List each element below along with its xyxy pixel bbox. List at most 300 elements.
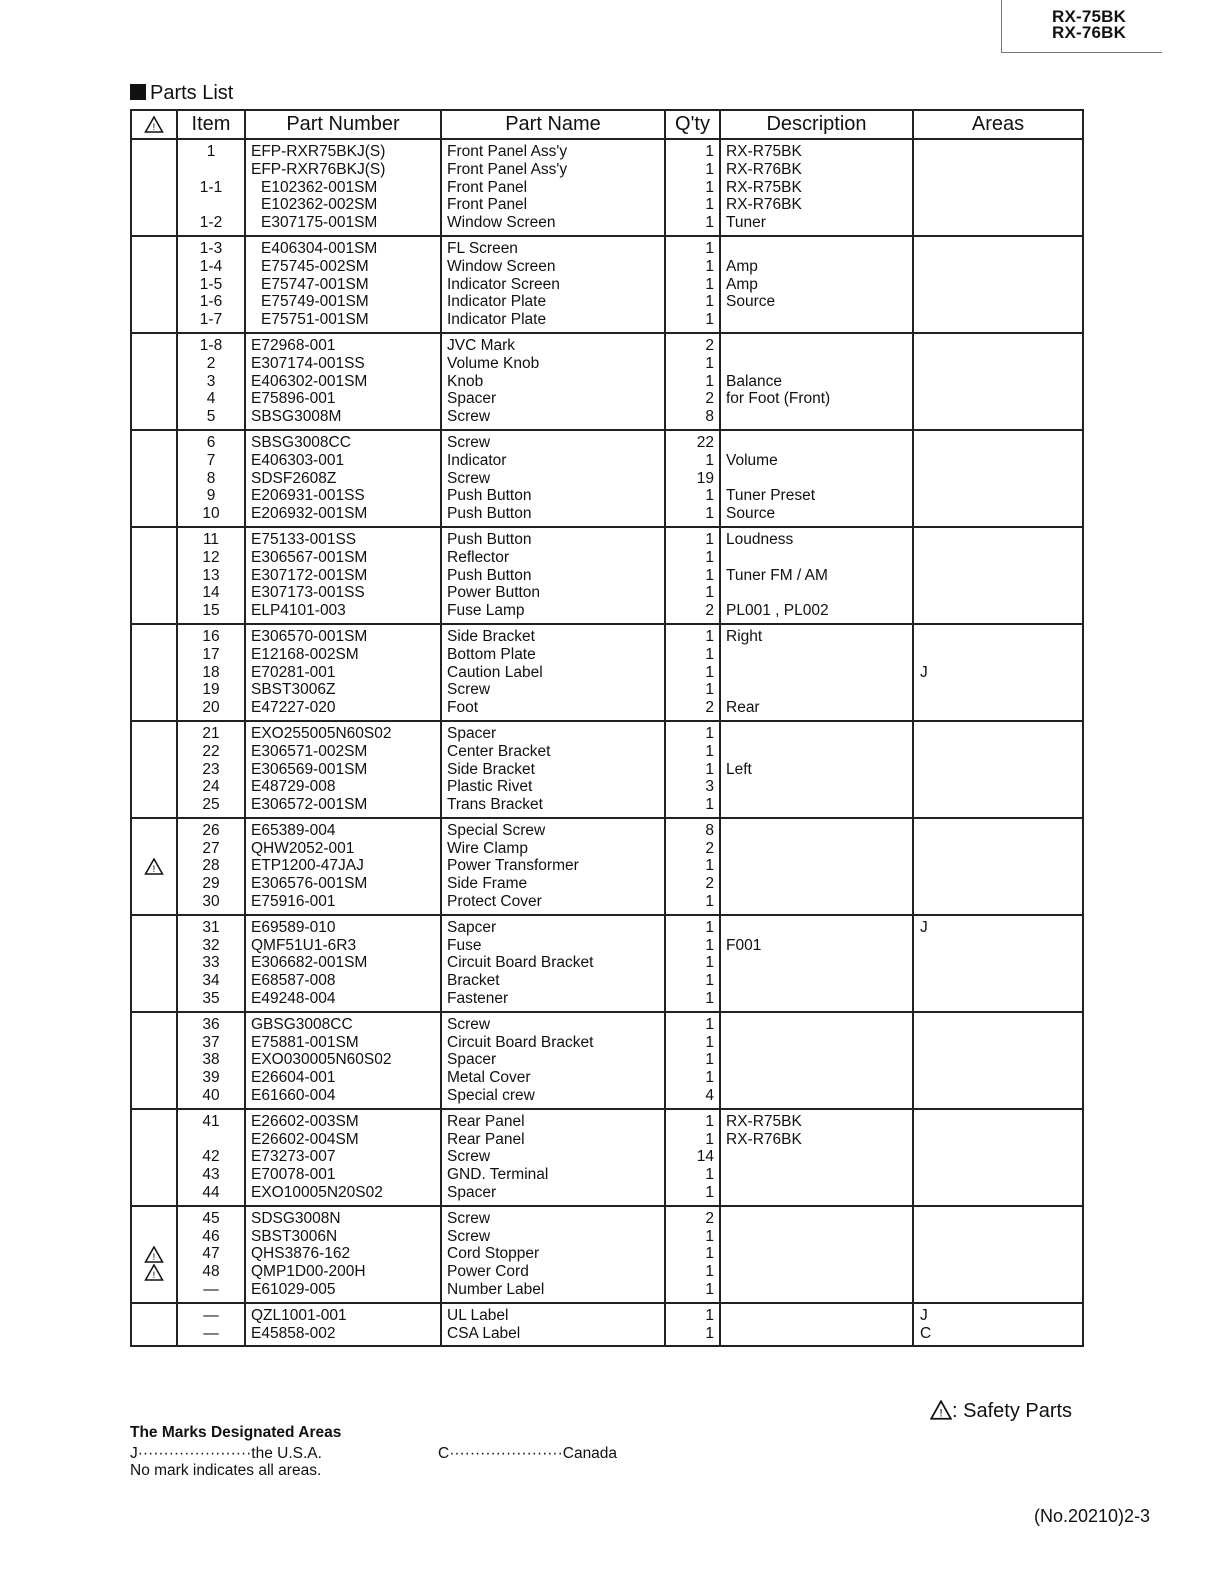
description-text <box>721 584 912 602</box>
description-text <box>721 822 912 840</box>
description-text: Amp <box>726 275 758 293</box>
safety-mark-cell <box>131 721 177 818</box>
part-name-cell <box>441 1109 665 1206</box>
areas-text <box>914 646 1082 664</box>
header-description: Description <box>720 110 913 139</box>
qty-text: 1 <box>705 1051 714 1069</box>
table-row <box>131 721 1083 818</box>
item-text: 13 <box>202 566 220 584</box>
safety-mark-empty <box>132 796 176 814</box>
qty-text: 1 <box>705 548 714 566</box>
item-text: 1-8 <box>199 336 223 354</box>
part-number-text: EFP-RXR75BKJ(S) <box>251 143 386 160</box>
part-name-text: Metal Cover <box>447 1069 531 1087</box>
description-cell <box>720 236 913 333</box>
part-name-text: Spacer <box>447 1184 497 1202</box>
item-text: 17 <box>202 645 220 663</box>
safety-mark-empty <box>132 646 176 664</box>
part-number-text: E306682-001SM <box>251 954 368 972</box>
item-text <box>178 1131 244 1149</box>
item-text: 37 <box>202 1033 220 1051</box>
safety-mark-cell <box>131 1109 177 1206</box>
qty-cell <box>665 1012 720 1109</box>
qty-text: 8 <box>705 408 714 426</box>
table-row <box>131 236 1083 333</box>
part-number-text: E306570-001SM <box>251 627 368 645</box>
qty-cell <box>665 721 720 818</box>
safety-mark-empty <box>132 1166 176 1184</box>
qty-text: 4 <box>705 1087 714 1105</box>
part-number-text: E75916-001 <box>251 893 336 911</box>
part-name-text: Wire Clamp <box>447 839 528 857</box>
safety-mark-empty <box>132 1113 176 1131</box>
description-cell <box>720 721 913 818</box>
safety-mark-cell <box>131 333 177 430</box>
description-text <box>721 434 912 452</box>
part-name-text: Circuit Board Bracket <box>447 954 594 972</box>
item-text: 44 <box>202 1184 220 1202</box>
safety-mark-empty <box>132 919 176 937</box>
areas-text <box>914 258 1082 276</box>
description-text: Tuner <box>726 214 766 232</box>
areas-text <box>914 857 1082 875</box>
item-text: 6 <box>206 433 216 451</box>
part-number-cell <box>245 1206 441 1303</box>
part-number-text: E75881-001SM <box>251 1033 359 1051</box>
header-part-number: Part Number <box>245 110 441 139</box>
areas-text: J <box>920 1306 928 1324</box>
part-number-text: E73273-007 <box>251 1148 336 1166</box>
parts-table-body <box>131 139 1083 1346</box>
description-text <box>721 1051 912 1069</box>
safety-mark-empty <box>132 408 176 426</box>
areas-text <box>914 681 1082 699</box>
part-name-text: Side Bracket <box>447 627 535 645</box>
safety-mark <box>132 857 176 875</box>
safety-mark-empty <box>132 954 176 972</box>
part-name-text: Indicator Plate <box>447 311 547 329</box>
safety-mark-empty <box>132 276 176 294</box>
safety-mark-empty <box>132 778 176 796</box>
part-name-text: Front Panel <box>447 196 528 214</box>
item-text: 1-3 <box>199 239 223 257</box>
areas-text <box>914 1263 1082 1281</box>
areas-text <box>914 531 1082 549</box>
description-text: RX-R75BK <box>726 178 802 196</box>
description-text <box>721 646 912 664</box>
areas-text <box>914 778 1082 796</box>
areas-text <box>914 628 1082 646</box>
part-number-text: E406304-001SM <box>261 239 378 257</box>
item-text: 16 <box>202 627 220 645</box>
part-number-text: E70078-001 <box>251 1166 336 1184</box>
part-number-text: SBSG3008M <box>251 408 342 426</box>
header-safety-mark <box>131 110 177 139</box>
safety-mark-empty <box>132 699 176 717</box>
part-number-text: E102362-001SM <box>261 178 378 196</box>
part-number-text: E102362-002SM <box>261 196 378 214</box>
part-name-text: Protect Cover <box>447 893 542 911</box>
safety-mark-empty <box>132 531 176 549</box>
description-cell <box>720 1109 913 1206</box>
safety-mark-empty <box>132 628 176 646</box>
description-text <box>721 408 912 426</box>
part-number-text: EXO030005N60S02 <box>251 1051 392 1069</box>
part-name-text: Circuit Board Bracket <box>447 1033 594 1051</box>
safety-mark-cell <box>131 915 177 1012</box>
safety-mark-empty <box>132 725 176 743</box>
item-text: 35 <box>202 990 220 1008</box>
item-cell <box>177 1303 245 1347</box>
part-number-cell <box>245 818 441 915</box>
safety-mark-empty <box>132 681 176 699</box>
item-text: 23 <box>202 760 220 778</box>
description-cell <box>720 139 913 236</box>
areas-cell <box>913 1303 1083 1347</box>
part-number-text: E49248-004 <box>251 990 336 1008</box>
qty-text: 1 <box>705 293 714 311</box>
safety-mark-empty <box>132 434 176 452</box>
description-text: Tuner FM / AM <box>726 566 828 584</box>
part-number-text: QZL1001-001 <box>251 1306 347 1324</box>
part-name-cell <box>441 915 665 1012</box>
areas-cell <box>913 1109 1083 1206</box>
part-name-text: Spacer <box>447 390 497 408</box>
part-number-text: E75749-001SM <box>261 293 369 311</box>
part-number-text: SDSG3008N <box>251 1209 341 1227</box>
description-cell <box>720 333 913 430</box>
part-number-text: E206932-001SM <box>251 505 368 523</box>
qty-text: 1 <box>705 1184 714 1202</box>
areas-text <box>914 1113 1082 1131</box>
areas-text <box>914 196 1082 214</box>
item-text: 25 <box>202 796 220 814</box>
safety-mark-empty <box>132 1016 176 1034</box>
areas-text <box>914 355 1082 373</box>
item-text: 43 <box>202 1166 220 1184</box>
qty-text: 1 <box>705 275 714 293</box>
item-text: 1-1 <box>199 178 223 196</box>
item-text: 15 <box>202 602 220 620</box>
description-text <box>721 778 912 796</box>
description-text <box>721 470 912 488</box>
qty-text: 14 <box>696 1148 714 1166</box>
item-text: 46 <box>202 1227 220 1245</box>
description-text <box>721 1016 912 1034</box>
table-row <box>131 139 1083 236</box>
part-number-text: E307174-001SS <box>251 354 365 372</box>
item-text: 1-5 <box>199 275 223 293</box>
legend-j: J······················the U.S.A. <box>130 1445 322 1462</box>
part-name-cell <box>441 333 665 430</box>
table-row <box>131 1012 1083 1109</box>
safety-mark-empty <box>132 293 176 311</box>
part-number-cell <box>245 236 441 333</box>
item-text: 24 <box>202 778 220 796</box>
qty-cell <box>665 139 720 236</box>
svg-text:!: ! <box>152 1251 156 1263</box>
description-text: RX-R76BK <box>726 1130 802 1148</box>
part-name-text: Front Panel Ass'y <box>447 160 568 178</box>
part-name-cell <box>441 721 665 818</box>
areas-text <box>914 1087 1082 1105</box>
part-name-text: GND. Terminal <box>447 1166 549 1184</box>
areas-text <box>914 1016 1082 1034</box>
areas-text <box>914 1166 1082 1184</box>
item-text: 20 <box>202 699 220 717</box>
areas-text <box>914 1034 1082 1052</box>
qty-text: 1 <box>705 893 714 911</box>
part-number-text: E65389-004 <box>251 821 336 839</box>
part-name-text: Spacer <box>447 724 497 742</box>
item-cell <box>177 1012 245 1109</box>
part-name-text: Caution Label <box>447 663 543 681</box>
areas-text <box>914 1184 1082 1202</box>
part-number-cell <box>245 333 441 430</box>
safety-mark-empty <box>132 179 176 197</box>
table-row <box>131 1206 1083 1303</box>
part-name-text: Indicator Plate <box>447 293 547 311</box>
description-text <box>721 840 912 858</box>
description-text <box>721 725 912 743</box>
part-number-text: QHS3876-162 <box>251 1245 351 1263</box>
areas-text <box>914 1051 1082 1069</box>
qty-text: 2 <box>705 1209 714 1227</box>
areas-text <box>914 725 1082 743</box>
safety-mark-empty <box>132 893 176 911</box>
description-cell <box>720 1303 913 1347</box>
item-text <box>178 161 244 179</box>
areas-text <box>914 276 1082 294</box>
qty-text: 1 <box>705 796 714 814</box>
item-text: 11 <box>202 530 220 548</box>
item-text: 29 <box>202 875 220 893</box>
part-name-text: Indicator <box>447 451 507 469</box>
description-text: Balance <box>726 372 783 390</box>
qty-text: 1 <box>705 487 714 505</box>
safety-mark-empty <box>132 1087 176 1105</box>
item-text: 38 <box>202 1051 220 1069</box>
part-number-text: SBST3006Z <box>251 681 336 699</box>
areas-cell <box>913 624 1083 721</box>
qty-text: 2 <box>705 839 714 857</box>
qty-text: 1 <box>705 451 714 469</box>
areas-text <box>914 1069 1082 1087</box>
areas-cell <box>913 1012 1083 1109</box>
description-text: Left <box>726 760 752 778</box>
description-text <box>721 311 912 329</box>
areas-text <box>914 373 1082 391</box>
svg-text:!: ! <box>152 122 156 134</box>
legend-title: The Marks Designated Areas <box>130 1424 342 1441</box>
part-number-text: E75745-002SM <box>261 257 369 275</box>
description-cell <box>720 430 913 527</box>
safety-mark-empty <box>132 1281 176 1299</box>
safety-mark-empty <box>132 840 176 858</box>
part-name-text: Spacer <box>447 1051 497 1069</box>
areas-cell <box>913 818 1083 915</box>
qty-text: 1 <box>705 214 714 232</box>
qty-text: 1 <box>705 1324 714 1342</box>
safety-mark <box>132 1245 176 1263</box>
areas-text <box>914 179 1082 197</box>
description-text <box>721 1087 912 1105</box>
areas-text <box>914 487 1082 505</box>
legend-c: C······················Canada <box>438 1445 618 1462</box>
safety-mark-empty <box>132 373 176 391</box>
description-text: RX-R75BK <box>726 1112 802 1130</box>
part-number-cell <box>245 139 441 236</box>
part-number-text: E307175-001SM <box>261 214 378 232</box>
item-cell <box>177 236 245 333</box>
item-text: 18 <box>202 663 220 681</box>
part-number-text: E307173-001SS <box>251 584 365 602</box>
item-cell <box>177 333 245 430</box>
safety-mark-cell <box>131 430 177 527</box>
qty-cell <box>665 624 720 721</box>
qty-text: 1 <box>705 724 714 742</box>
part-number-cell <box>245 1012 441 1109</box>
table-row <box>131 818 1083 915</box>
part-number-cell <box>245 624 441 721</box>
description-text: Rear <box>726 699 760 717</box>
description-cell <box>720 818 913 915</box>
qty-text: 1 <box>705 742 714 760</box>
description-text: Tuner Preset <box>726 487 816 505</box>
description-text <box>721 1210 912 1228</box>
item-cell <box>177 915 245 1012</box>
part-number-text: E406302-001SM <box>251 372 368 390</box>
qty-text: 2 <box>705 336 714 354</box>
safety-mark-cell <box>131 1303 177 1347</box>
header-item: Item <box>177 110 245 139</box>
qty-text: 3 <box>705 778 714 796</box>
part-name-text: Bracket <box>447 972 500 990</box>
part-name-text: Rear Panel <box>447 1112 525 1130</box>
part-name-text: JVC Mark <box>447 336 516 354</box>
description-text <box>721 355 912 373</box>
item-text: 12 <box>202 548 220 566</box>
header-qty: Q'ty <box>665 110 720 139</box>
safety-mark-cell <box>131 139 177 236</box>
item-text: 45 <box>202 1209 220 1227</box>
part-name-text: Push Button <box>447 505 532 523</box>
part-name-cell <box>441 139 665 236</box>
areas-text <box>914 1131 1082 1149</box>
areas-text <box>914 470 1082 488</box>
safety-mark-empty <box>132 196 176 214</box>
part-number-cell <box>245 721 441 818</box>
parts-table <box>130 109 1084 1347</box>
part-number-text: E26602-004SM <box>251 1130 359 1148</box>
part-number-text: E12168-002SM <box>251 645 359 663</box>
areas-cell <box>913 333 1083 430</box>
safety-mark-empty <box>132 1069 176 1087</box>
part-name-text: Screw <box>447 1148 491 1166</box>
item-cell <box>177 527 245 624</box>
description-text: Source <box>726 293 776 311</box>
part-name-cell <box>441 430 665 527</box>
qty-cell <box>665 915 720 1012</box>
item-text: 4 <box>206 390 216 408</box>
part-name-text: Knob <box>447 372 484 390</box>
areas-text <box>914 840 1082 858</box>
part-number-cell <box>245 915 441 1012</box>
item-text: 10 <box>202 505 220 523</box>
table-row <box>131 333 1083 430</box>
description-text <box>721 857 912 875</box>
areas-text <box>914 452 1082 470</box>
safety-parts-note <box>930 1400 1072 1423</box>
safety-mark-empty <box>132 258 176 276</box>
part-name-text: Screw <box>447 433 491 451</box>
part-number-text: E306567-001SM <box>251 548 368 566</box>
description-text <box>721 664 912 682</box>
qty-text: 8 <box>705 821 714 839</box>
description-text <box>721 549 912 567</box>
part-name-text: Push Button <box>447 530 532 548</box>
item-text: 47 <box>202 1245 220 1263</box>
areas-text <box>914 990 1082 1008</box>
table-row <box>131 1109 1083 1206</box>
safety-mark-empty <box>132 1325 176 1343</box>
page-title <box>130 82 233 105</box>
areas-text <box>914 1210 1082 1228</box>
item-text: 48 <box>202 1263 220 1281</box>
part-number-text: E75751-001SM <box>261 311 369 329</box>
qty-text: 1 <box>705 1166 714 1184</box>
part-name-text: Side Frame <box>447 875 528 893</box>
areas-text <box>914 937 1082 955</box>
description-cell <box>720 1012 913 1109</box>
item-text: — <box>203 1306 219 1324</box>
svg-text:!: ! <box>152 864 156 875</box>
square-bullet-icon <box>130 84 146 100</box>
table-row <box>131 527 1083 624</box>
safety-mark-empty <box>132 1210 176 1228</box>
legend-no-mark: No mark indicates all areas. <box>130 1462 322 1479</box>
safety-mark-empty <box>132 761 176 779</box>
safety-mark-empty <box>132 549 176 567</box>
qty-text: 1 <box>705 178 714 196</box>
qty-text: 22 <box>696 433 714 451</box>
part-name-text: Number Label <box>447 1281 545 1299</box>
description-text <box>721 337 912 355</box>
qty-text: 2 <box>705 699 714 717</box>
qty-cell <box>665 527 720 624</box>
part-name-text: Screw <box>447 1015 491 1033</box>
part-name-text: Push Button <box>447 566 532 584</box>
part-name-text: UL Label <box>447 1306 509 1324</box>
part-number-text: QHW2052-001 <box>251 839 355 857</box>
part-number-text: E48729-008 <box>251 778 336 796</box>
areas-text: J <box>920 663 928 681</box>
description-cell <box>720 1206 913 1303</box>
safety-mark-empty <box>132 584 176 602</box>
item-cell <box>177 139 245 236</box>
part-number-text: E306571-002SM <box>251 742 368 760</box>
description-text: PL001 , PL002 <box>726 602 829 620</box>
qty-text: 1 <box>705 1263 714 1281</box>
qty-text: 2 <box>705 390 714 408</box>
areas-text <box>914 972 1082 990</box>
description-text: Amp <box>726 257 758 275</box>
part-number-text: E69589-010 <box>251 918 336 936</box>
part-number-text: E306572-001SM <box>251 796 368 814</box>
item-text: 9 <box>206 487 216 505</box>
item-text: 2 <box>206 354 216 372</box>
part-number-text: E47227-020 <box>251 699 336 717</box>
